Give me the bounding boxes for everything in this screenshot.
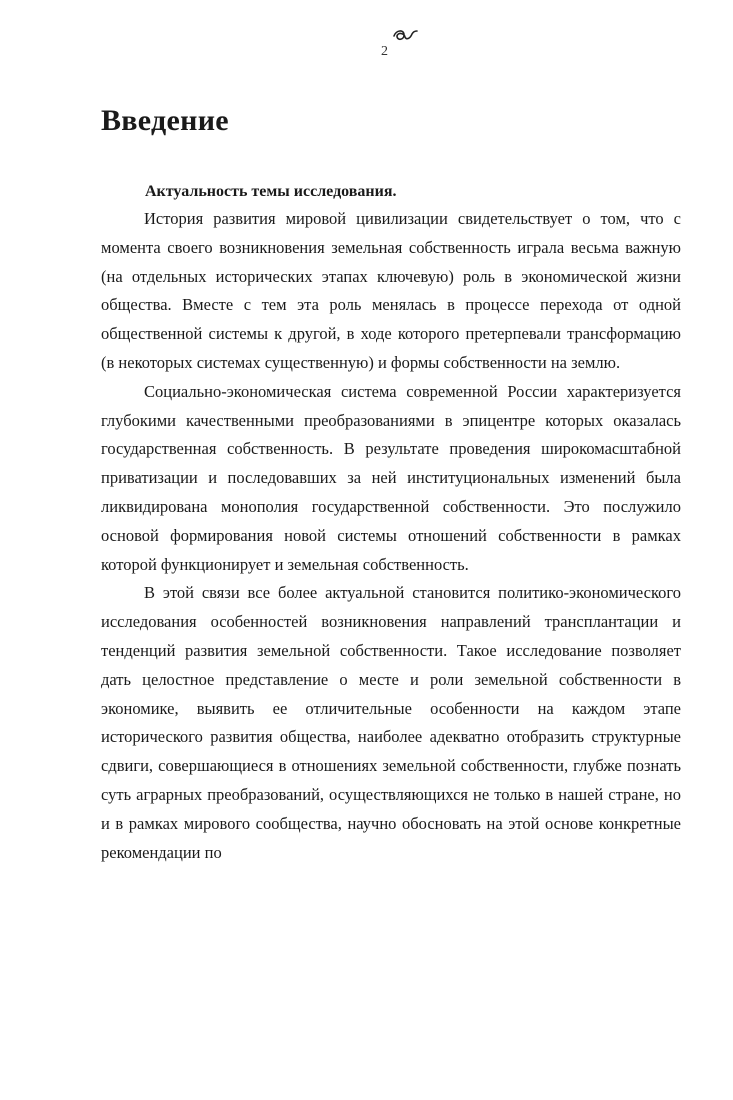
- paragraph: В этой связи все более актуальной становится политико-экономического исследования особенностей возникновения направлений трансплантации и тенденций развития земельной собственности. Такое исследование позволяет дать целостное представление о месте и роли земельной собственности в экономике, выявить ее отличительные особенности на каждом этапе исторического развития общества, наиболее адекватно отобразить структурные сдвиги, совершающиеся в отношениях земельной собственности, глубже познать суть аграрных преобразований, осуществляющихся не только в нашей стране, но и в рамках мирового сообщества, научно обосновать на этой основе конкретные рекомендации по: [101, 583, 681, 862]
- handwritten-page-mark: [392, 26, 418, 46]
- section-body: [101, 205, 681, 867]
- paragraph: Социально-экономическая система современной России характеризуется глубокими качественными преобразованиями в эпицентре которых оказалась государственная собственность. В результате проведения широкомасштабной приватизации и последовавших за ней институциональных изменений была ликвидирована монополия государственной собственности. Это послужило основой формирования новой системы отношений собственности в рамках которой функционирует и земельная собственность.: [101, 381, 681, 574]
- paragraph: История развития мировой цивилизации свидетельствует о том, что с момента своего возникновения земельная собственность играла весьма важную (на отдельных исторических этапах ключевую) роль в экономической жизни общества. Вместе с тем эта роль менялась в процессе перехода от одной общественной системы к другой, в ходе которого претерпевали трансформацию (в некоторых системах существенную) и формы собственности на землю.: [101, 209, 681, 372]
- page-number: 2: [381, 44, 388, 59]
- page-title: Введение: [101, 104, 229, 137]
- section-title: Актуальность темы исследования.: [145, 183, 397, 200]
